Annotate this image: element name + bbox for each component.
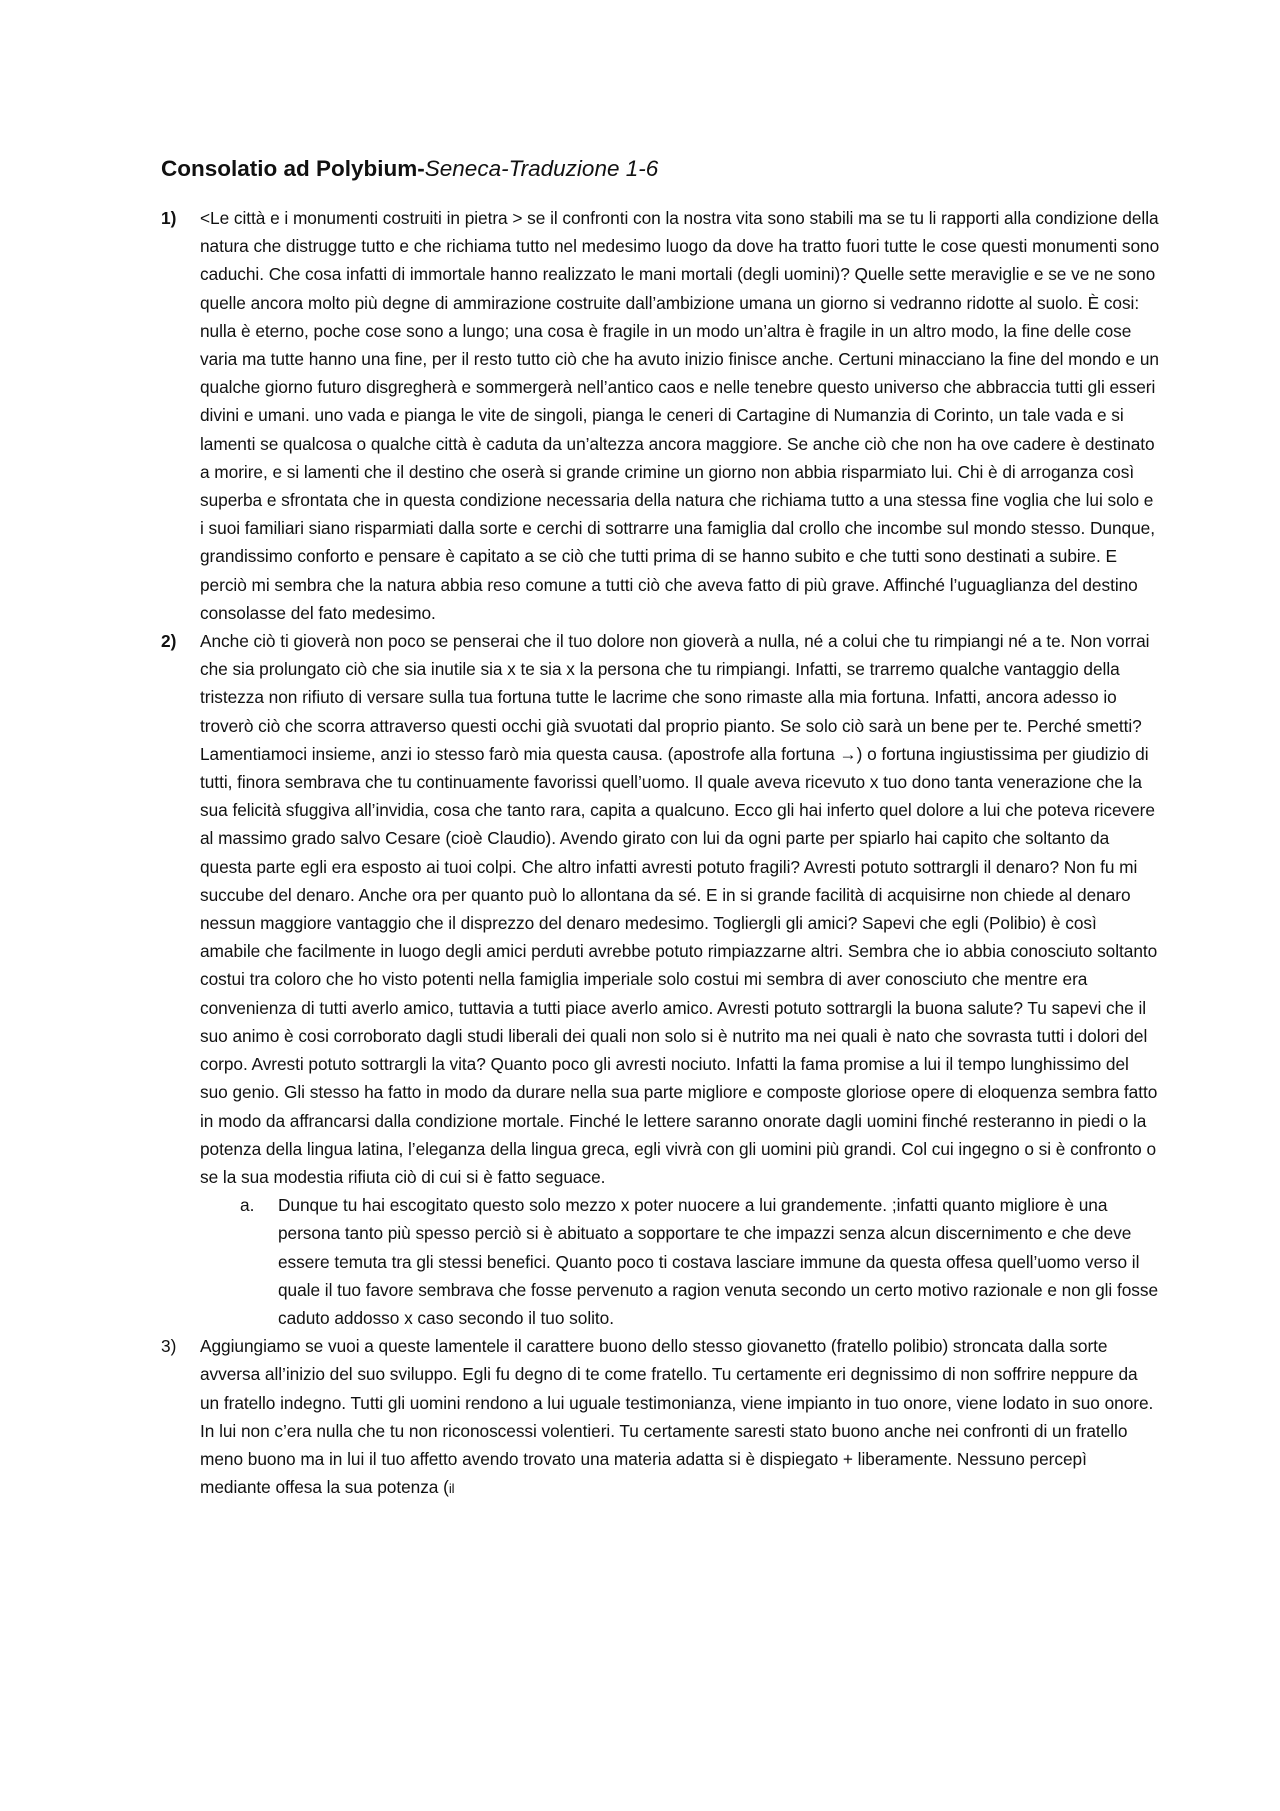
list-item-2 <box>0 627 1160 1191</box>
list-item-text: <Le città e i monumenti costruiti in pietra > se il confronti con la nostra vita sono stabili ma se tu li rapporti alla condizione della natura che distrugge tutto e che richiama tutto nel medesimo luogo da dove ha tratto fuori tutte le cose questi monumenti sono caduchi. Che cosa infatti di immortale hanno realizzato le mani mortali (degli uomini)? Quelle sette meraviglie e se ve ne sono quelle ancora molto più degne di ammirazione costruite dall’ambizione umana un giorno si vedranno ridotte al suolo. È cosi: nulla è eterno, poche cose sono a lungo; una cosa è fragile in un modo un’altra è fragile in un altro modo, la fine delle cose varia ma tutte hanno una fine, per il resto tutto ciò che ha avuto inizio finisce anche. Certuni minacciano la fine del mondo e un qualche giorno futuro disgregherà e sommergerà nell’antico caos e nelle tenebre questo universo che abbraccia tutti gli esseri divini e umani. uno vada e pianga le vite de singoli, pianga le ceneri di Cartagine di Numanzia di Corinto, un tale vada e si lamenti se qualcosa o qualche città è caduta da un’altezza ancora maggiore. Se anche ciò che non ha ove cadere è destinato a morire, e si lamenti che il destino che oserà si grande crimine un giorno non abbia risparmiato lui. Chi è di arroganza così superba e sfrontata che in questa condizione necessaria della natura che richiama tutto a una stessa fine voglia che lui solo e i suoi familiari siano risparmiati dalla sorte e cerchi di sottrarre una famiglia dal crollo che incombe sul mondo stesso. Dunque, grandissimo conforto e pensare è capitato a se ciò che tutti prima di se hanno subito e che tutti sono destinati a subire. E perciò mi sembra che la natura abbia reso comune a tutti ciò che aveva fatto di più grave. Affinché l’uguaglianza del destino consolasse del fato medesimo. <box>200 208 1160 623</box>
list-item-text: Dunque tu hai escogitato questo solo mezzo x poter nuocere a lui grandemente. ;infatti quanto migliore è una persona tanto più spesso perciò si è abituato a sopportare te che impazzi senza alcun discernimento e che deve essere temuta tra gli stessi benefici. Quanto poco ti costava lasciare immune da questa offesa quell’uomo verso il quale il tuo favore sembrava che fosse pervenuto a ragion venuta secondo un certo motivo razionale e non gli fosse caduto addosso x caso secondo il tuo solito. <box>278 1195 1159 1328</box>
text-before-arrow: Anche ciò ti gioverà non poco se penserai che il tuo dolore non gioverà a nulla, né a colui che tu rimpiangi né a te. Non vorrai che sia prolungato ciò che sia inutile sia x te sia x la persona che tu rimpiangi. Infatti, se trarremo qualche vantaggio della tristezza non rifiuto di versare sulla tua fortuna tutte le lacrime che sono rimaste alla mia fortuna. Infatti, ancora adesso io troverò ciò che scorra attraverso questi occhi già svuotati dal proprio pianto. Se solo ciò sarà un bene per te. Perché smetti? Lamentiamoci insieme, anzi io stesso farò mia questa causa. (apostrofe alla fortuna <box>200 631 1150 764</box>
list-item-text-tail: il <box>448 1481 455 1497</box>
list-item-number: 3) <box>161 1336 177 1357</box>
list-item-number: 2) <box>161 631 177 652</box>
title-italic-part: Seneca-Traduzione 1-6 <box>424 156 659 181</box>
list-subitem-letter: a. <box>240 1195 255 1216</box>
list-item-text <box>200 627 1160 1191</box>
title-bold-part: Consolatio ad Polybium- <box>161 156 425 181</box>
list-item-1 <box>0 204 1160 627</box>
numbered-list <box>0 204 1280 1503</box>
document-title <box>161 154 1161 184</box>
arrow-right-icon: → <box>839 743 857 764</box>
list-subitem-a <box>0 1191 1160 1332</box>
list-item-text <box>200 1332 1160 1503</box>
list-item-3 <box>0 1332 1160 1503</box>
list-item-number: 1) <box>161 208 177 228</box>
text-after-arrow: ) o fortuna ingiustissima per giudizio di tutti, finora sembrava che tu continuamente favorissi quell’uomo. Il quale aveva ricevuto x tuo dono tanta venerazione che la sua felicità sfuggiva all’invidia, cosa che tanto rara, capita a qualcuno. Ecco gli hai inferto quel dolore a lui che poteva ricevere al massimo grado salvo Cesare (cioè Claudio). Avendo girato con lui da ogni parte per spiarlo hai capito che soltanto da questa parte egli era esposto ai tuoi colpi. Che altro infatti avresti potuto fragili? Avresti potuto sottrargli il denaro? Non fu mi succube del denaro. Anche ora per quanto può lo allontana da sé. E in si grande facilità di acquisirne non chiede al denaro nessun maggiore vantaggio che il disprezzo del denaro medesimo. Togliergli gli amici? Sapevi che egli (Polibio) è così amabile che facilmente in luogo degli amici perduti avrebbe potuto rimpiazzarne altri. Sembra che io abbia conosciuto soltanto costui tra coloro che ho visto potenti nella famiglia imperiale solo costui mi sembra di aver conosciuto che mentre era convenienza di tutti averlo amico, tuttavia a tutti piace averlo amico. Avresti potuto sottrargli la buona salute? Tu sapevi che il suo animo è cosi corroborato dagli studi liberali dei quali non solo si è nutrito ma nei quali è nato che sovrasta tutti i dolori del corpo. Avresti potuto sottrargli la vita? Quanto poco gli avresti nociuto. Infatti la fama promise a lui il tempo lunghissimo del suo genio. Gli stesso ha fatto in modo da durare nella sua parte migliore e composte gloriose opere di eloquenza sembra fatto in modo da affrancarsi dalla condizione mortale. Finché le lettere saranno onorate dagli uomini finché resteranno in piedi o la potenza della lingua latina, l’eleganza della lingua greca, egli vivrà con gli uomini più grandi. Col cui ingegno o si è confronto o se la sua modestia rifiuta ciò di cui si è fatto seguace. <box>200 743 1158 1187</box>
list-item-text-main: Aggiungiamo se vuoi a queste lamentele il carattere buono dello stesso giovanetto (fratello polibio) stroncata dalla sorte avversa all’inizio del suo sviluppo. Egli fu degno di te come fratello. Tu certamente eri degnissimo di non soffrire neppure da un fratello indegno. Tutti gli uomini rendono a lui uguale testimonianza, viene impianto in tuo onore, viene lodato in suo onore. In lui non c’era nulla che tu non riconoscessi volentieri. Tu certamente saresti stato buono anche nei confronti di un fratello meno buono ma in lui il tuo affetto avendo trovato una materia adatta si è dispiegato + liberamente. Nessuno percepì mediante offesa la sua potenza ( <box>200 1336 1154 1498</box>
